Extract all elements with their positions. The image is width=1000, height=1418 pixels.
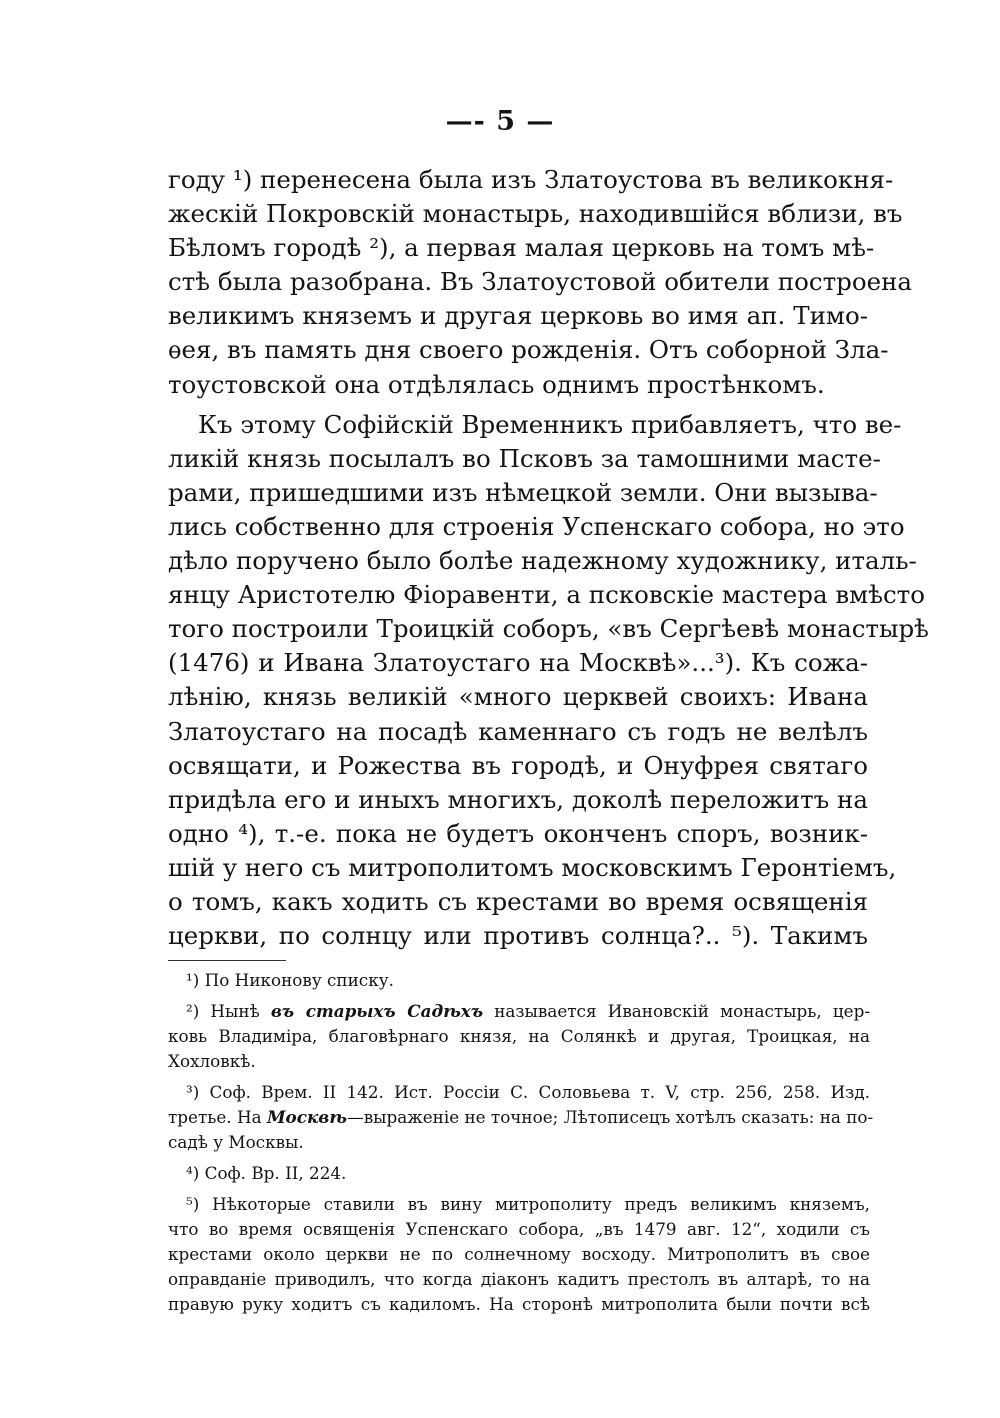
footnote-divider bbox=[168, 960, 286, 961]
text-line: освящати, и Рожества въ городѣ, и Онуфрея святаго bbox=[168, 750, 868, 780]
text-line: ликій князь посылалъ во Псковъ за тамошними масте- bbox=[168, 443, 881, 473]
footnote-italic: Москвѣ bbox=[266, 1107, 347, 1127]
page-number: —- 5 — bbox=[445, 106, 555, 137]
text-line: Бѣломъ городѣ ²), а первая малая церковь на томъ мѣ- bbox=[168, 233, 875, 263]
text-line: Къ этому Софійскій Временникъ прибавляетъ, что ве- bbox=[198, 409, 902, 439]
footnote-3-line: ³) Соф. Врем. II 142. Ист. Россіи С. Соловьева т. V, стр. 256, 258. Изд. bbox=[186, 1082, 870, 1102]
text-line: ѳея, въ память дня своего рожденія. Отъ соборной Зла- bbox=[168, 335, 889, 365]
footnotes bbox=[168, 968, 874, 1317]
text-line: церкви, по солнцу или противъ солнца?.. ⁵). Такимъ bbox=[168, 921, 868, 951]
text-line: тоустовской она отдѣлялась однимъ простѣнкомъ. bbox=[168, 369, 825, 399]
footnote-5-line: ⁵) Нѣкоторые ставили въ вину митрополиту предъ великимъ княземъ, bbox=[186, 1194, 870, 1214]
footnote-4: ⁴) Соф. Вр. II, 224. bbox=[186, 1163, 347, 1183]
footnote-2-line: ²) Нынѣ въ старыхъ Садѣхъ называется Ивановскій монастырь, цер- bbox=[186, 1001, 870, 1021]
footnote-5-line: что во время освященія Успенскаго собора, „въ 1479 авг. 12“, ходили съ bbox=[168, 1219, 870, 1239]
text-line: одно ⁴), т.-е. пока не будетъ оконченъ споръ, возник- bbox=[168, 818, 868, 848]
footnote-1: ¹) По Никонову списку. bbox=[186, 970, 394, 990]
text-line: лись собственно для строенія Успенскаго собора, но это bbox=[168, 511, 905, 541]
footnote-5-line: крестами около церкви не по солнечному восходу. Митрополитъ въ свое bbox=[168, 1244, 870, 1264]
footnote-5-line: оправданіе приводилъ, что когда діаконъ кадитъ престолъ въ алтарѣ, то на bbox=[168, 1269, 870, 1289]
text-line: придѣла его и иныхъ многихъ, доколѣ переложитъ на bbox=[168, 784, 868, 814]
text-line: году ¹) перенесена была изъ Златоустова въ великокня- bbox=[168, 165, 894, 194]
main-text bbox=[168, 163, 929, 953]
text-line: рами, пришедшими изъ нѣмецкой земли. Они вызыва- bbox=[168, 477, 878, 507]
footnote-5-line: правую руку ходитъ съ кадиломъ. На сторонѣ митрополита были почти всѣ bbox=[168, 1294, 870, 1314]
text-line: того построили Троицкій соборъ, «въ Сергѣевѣ монастырѣ bbox=[168, 614, 929, 644]
text-line: дѣло поручено было болѣе надежному художнику, италь- bbox=[168, 546, 917, 576]
footnote-2-line: Хохловкѣ. bbox=[168, 1051, 256, 1071]
text-line: шій у него съ митрополитомъ московскимъ Геронтіемъ, bbox=[168, 852, 897, 882]
footnote-3-line: садѣ у Москвы. bbox=[168, 1132, 304, 1152]
text-line: великимъ княземъ и другая церковь во имя ап. Тимо- bbox=[168, 301, 868, 331]
footnote-2-line: ковь Владиміра, благовѣрнаго князя, на Солянкѣ и другая, Троицкая, на bbox=[168, 1026, 870, 1046]
text-line: лѣнію, князь великій «много церквей своихъ: Ивана bbox=[168, 682, 868, 712]
footnote-3-line: третье. На Москвѣ—выраженіе не точное; Лѣтописецъ хотѣлъ сказать: на по- bbox=[168, 1107, 874, 1127]
text-line: жескій Покровскій монастырь, находившійся вблизи, въ bbox=[168, 199, 903, 229]
text-line: о томъ, какъ ходить съ крестами во время освященія bbox=[168, 886, 868, 916]
text-line: янцу Аристотелю Фіоравенти, а псковскіе мастера вмѣсто bbox=[168, 580, 925, 610]
text-line: (1476) и Ивана Златоустаго на Москвѣ»...³). Къ сожа- bbox=[168, 648, 868, 678]
text-line: Златоустаго на посадѣ каменнаго съ годъ не велѣлъ bbox=[168, 716, 868, 746]
footnote-italic: въ старыхъ Садѣхъ bbox=[270, 1001, 484, 1021]
text-line: стѣ была разобрана. Въ Златоустовой обители построена bbox=[168, 267, 913, 297]
